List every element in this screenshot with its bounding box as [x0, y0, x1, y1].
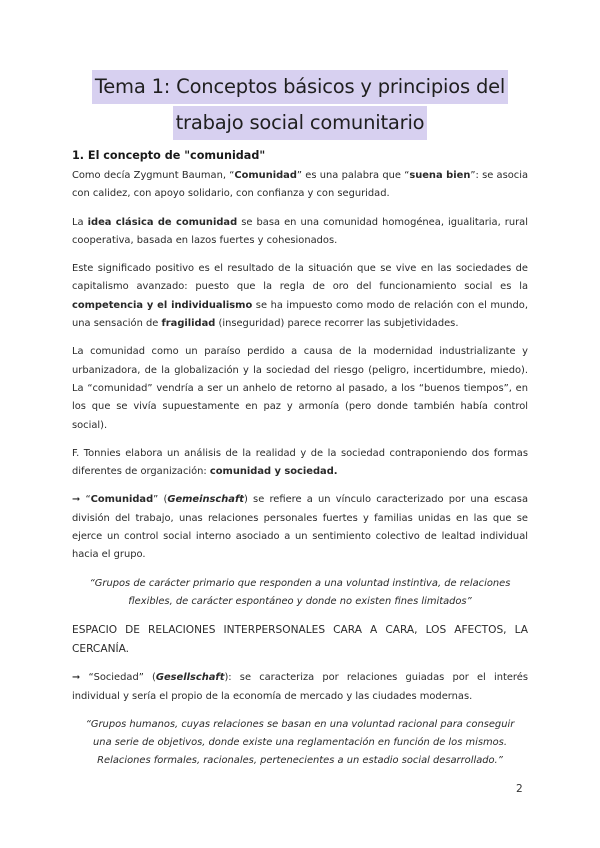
bold-italic-span: Gemeinschaft	[167, 494, 244, 506]
bold-italic-span: Gesellschaft	[155, 672, 225, 684]
document-body	[72, 147, 528, 771]
text-span: La	[72, 216, 88, 228]
arrow-right-icon: ➞	[72, 494, 81, 506]
paragraph-uppercase-note: ESPACIO DE RELACIONES INTERPERSONALES CARA A CARA, LOS AFECTOS, LA CERCANÍA.	[72, 624, 528, 656]
title-line-1: Tema 1: Conceptos básicos y principios del	[92, 70, 508, 104]
paragraph-gesellschaft	[72, 669, 528, 706]
page-number: 2	[516, 783, 523, 795]
text-span: Como decía Zygmunt Bauman, “	[72, 170, 235, 181]
paragraph-positive-meaning	[72, 260, 528, 333]
bold-span: Comunidad	[234, 170, 297, 181]
quote-gesellschaft: “Grupos humanos, cuyas relaciones se basan en una voluntad racional para conseguir una serie de objetivos, donde existe una reglamentación en función de los mismos. Relaciones formales, racionales, pertenecientes a un estadio social desarrollado.”	[85, 718, 515, 767]
bold-span: Comunidad	[90, 494, 154, 506]
paragraph-lost-paradise: La comunidad como un paraíso perdido a causa de la modernidad industrializante y urbanizadora, de la globalización y la sociedad del riesgo (peligro, incertidumbre, miedo). La “comunidad” vendría a ser un anhelo de retorno al pasado, a los “buenos tiempos”, en los que se vivía supuestamente en paz y armonía (pero donde también había control social).	[72, 346, 528, 431]
text-span: se basa en una comunidad homogénea, igualitaria, rural cooperativa, basada en lazos fuertes y cohesionados.	[72, 216, 528, 246]
text-span: F. Tonnies elabora un análisis de la realidad y de la sociedad contraponiendo dos formas diferentes de organización:	[72, 447, 528, 478]
bold-span: suena bien	[409, 170, 471, 181]
quote-gemeinschaft: “Grupos de carácter primario que responden a una voluntad instintiva, de relaciones flexibles, de carácter espontáneo y donde no existen fines limitados”	[89, 577, 511, 607]
text-span: Este significado positivo es el resultado de la situación que se vive en las sociedades de capitalismo avanzado: puesto que la regla de oro del funcionamiento social es la	[72, 263, 528, 293]
text-span: ” (	[153, 494, 168, 506]
paragraph-tonnies	[72, 445, 528, 482]
title-line-2: trabajo social comunitario	[173, 106, 428, 140]
paragraph-bauman	[72, 167, 528, 204]
text-span: ) se refiere a un vínculo caracterizado por una escasa división del trabajo, unas relaciones personales fuertes y familias unidas en las que se ejerce un control social interno asociado a un sentimiento colectivo de lealtad individual hacia el grupo.	[72, 494, 528, 561]
text-span: “Sociedad” (	[80, 672, 156, 684]
bold-span: comunidad y sociedad.	[209, 466, 338, 478]
section-heading: 1. El concepto de "comunidad"	[72, 149, 266, 162]
paragraph-gemeinschaft	[72, 491, 528, 564]
page-title	[0, 70, 600, 142]
bold-span: fragilidad	[161, 318, 216, 330]
text-span: ): se caracteriza por relaciones guiadas por el interés individual y sería el propio de la economía de mercado y las ciudades modernas.	[72, 672, 528, 702]
text-span: “	[80, 494, 91, 506]
text-span: (inseguridad) parece recorrer las subjetividades.	[215, 318, 459, 330]
text-span: se ha impuesto como modo de relación con el mundo, una sensación de	[72, 299, 528, 330]
text-span: ” es una palabra que “	[296, 170, 410, 181]
arrow-right-icon: ➞	[72, 672, 81, 684]
paragraph-classic-idea	[72, 214, 528, 251]
bold-span: idea clásica de comunidad	[87, 216, 238, 228]
bold-span: competencia y el individualismo	[72, 299, 253, 311]
text-span: ”: se asocia con calidez, con apoyo solidario, con confianza y con seguridad.	[72, 170, 529, 200]
